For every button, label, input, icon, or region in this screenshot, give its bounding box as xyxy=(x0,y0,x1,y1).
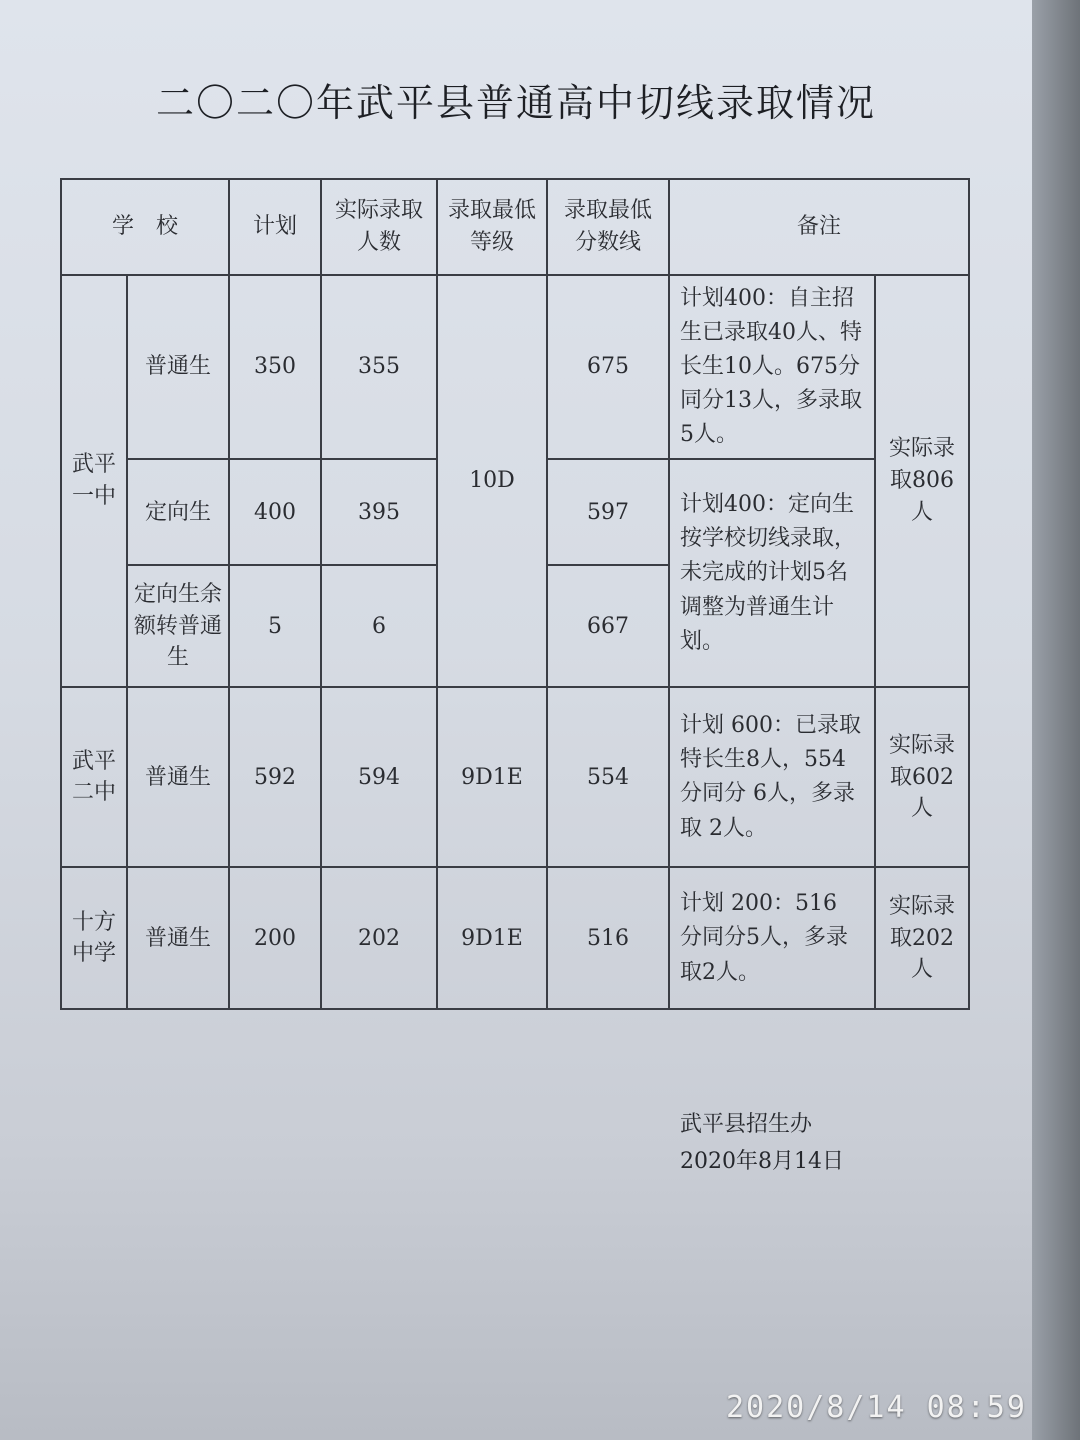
issue-date: 2020年8月14日 xyxy=(680,1149,844,1175)
total-admitted: 实际录取806人 xyxy=(875,275,969,687)
table-row xyxy=(61,275,969,459)
min-score-value: 597 xyxy=(547,459,669,565)
remark-text: 计划400：自主招生已录取40人、特长生10人。675分同分13人，多录取 5人。 xyxy=(669,275,875,459)
photo-timestamp: 2020/8/14 08:59 xyxy=(726,1390,1027,1425)
plan-value: 5 xyxy=(229,565,321,687)
header-row xyxy=(61,179,969,275)
total-admitted: 实际录取602人 xyxy=(875,687,969,867)
header-remark: 备注 xyxy=(669,179,969,275)
school-name: 十方中学 xyxy=(61,867,127,1009)
student-type: 普通生 xyxy=(127,275,229,459)
student-type: 定向生余额转普通生 xyxy=(127,565,229,687)
header-min-score: 录取最低分数线 xyxy=(547,179,669,275)
min-score-value: 554 xyxy=(547,687,669,867)
header-actual: 实际录取人数 xyxy=(321,179,437,275)
issuing-office: 武平县招生办 xyxy=(680,1112,813,1137)
plan-value: 200 xyxy=(229,867,321,1009)
background-edge xyxy=(1032,0,1080,1440)
remark-text: 计划400：定向生按学校切线录取，未完成的计划5名调整为普通生计划。 xyxy=(669,459,875,687)
table-row xyxy=(61,687,969,867)
school-name: 武平一中 xyxy=(61,275,127,687)
plan-value: 400 xyxy=(229,459,321,565)
header-min-grade: 录取最低等级 xyxy=(437,179,547,275)
plan-value: 592 xyxy=(229,687,321,867)
student-type: 定向生 xyxy=(127,459,229,565)
table-row xyxy=(61,867,969,1009)
total-admitted: 实际录取202人 xyxy=(875,867,969,1009)
admission-table xyxy=(60,178,970,1010)
min-grade-value: 10D xyxy=(437,275,547,687)
header-plan: 计划 xyxy=(229,179,321,275)
min-score-value: 516 xyxy=(547,867,669,1009)
actual-value: 594 xyxy=(321,687,437,867)
page-title: 二〇二〇年武平县普通高中切线录取情况 xyxy=(155,81,876,125)
min-score-value: 667 xyxy=(547,565,669,687)
student-type: 普通生 xyxy=(127,687,229,867)
actual-value: 395 xyxy=(321,459,437,565)
min-grade-value: 9D1E xyxy=(437,687,547,867)
plan-value: 350 xyxy=(229,275,321,459)
header-school: 学 校 xyxy=(61,179,229,275)
student-type: 普通生 xyxy=(127,867,229,1009)
actual-value: 355 xyxy=(321,275,437,459)
school-name: 武平二中 xyxy=(61,687,127,867)
min-grade-value: 9D1E xyxy=(437,867,547,1009)
remark-text: 计划 600：已录取特长生8人，554 分同分 6人，多录取 2人。 xyxy=(669,687,875,867)
actual-value: 6 xyxy=(321,565,437,687)
actual-value: 202 xyxy=(321,867,437,1009)
footer xyxy=(680,1106,844,1181)
min-score-value: 675 xyxy=(547,275,669,459)
remark-text: 计划 200：516 分同分5人，多录取2人。 xyxy=(669,867,875,1009)
